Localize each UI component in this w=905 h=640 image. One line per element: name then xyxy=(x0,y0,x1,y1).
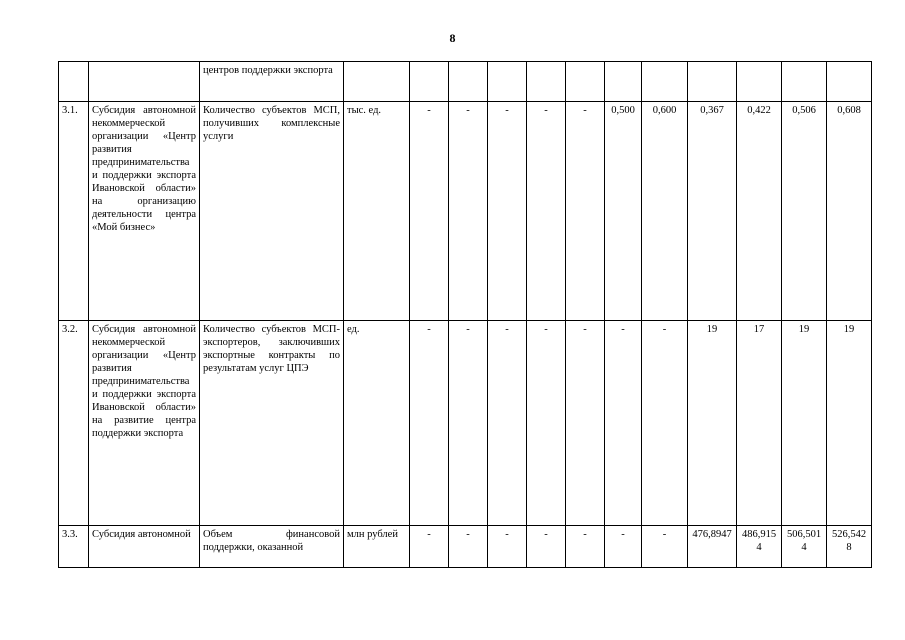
row-number: 3.2. xyxy=(59,321,89,526)
table-row xyxy=(59,526,872,568)
year-value: 0,608 xyxy=(827,102,872,321)
cell-no xyxy=(59,62,89,102)
year-value: - xyxy=(605,321,642,526)
year-value: 0,600 xyxy=(642,102,688,321)
cell-indicator: центров поддержки экспорта xyxy=(200,62,344,102)
cell-value xyxy=(737,62,782,102)
year-value: - xyxy=(449,526,488,568)
year-value: - xyxy=(566,321,605,526)
indicators-table xyxy=(58,61,872,568)
cell-value xyxy=(566,62,605,102)
row-number: 3.3. xyxy=(59,526,89,568)
cell-value xyxy=(410,62,449,102)
year-value: 486,9154 xyxy=(737,526,782,568)
table-row-continuation xyxy=(59,62,872,102)
year-value: - xyxy=(605,526,642,568)
cell-value xyxy=(488,62,527,102)
cell-value xyxy=(605,62,642,102)
year-value: - xyxy=(566,526,605,568)
year-value: 476,8947 xyxy=(688,526,737,568)
cell-measure xyxy=(89,62,200,102)
year-value: - xyxy=(527,526,566,568)
year-value: - xyxy=(488,526,527,568)
year-value: - xyxy=(566,102,605,321)
cell-value xyxy=(642,62,688,102)
unit-text: млн рублей xyxy=(344,526,410,568)
year-value: - xyxy=(410,526,449,568)
year-value: - xyxy=(449,321,488,526)
indicator-text: Количество субъектов МСП-экспортеров, заключивших экспортные контракты по результатам услуг ЦПЭ xyxy=(200,321,344,526)
indicator-text: Объем финансовой поддержки, оказанной xyxy=(200,526,344,568)
year-value: - xyxy=(527,321,566,526)
table-row xyxy=(59,321,872,526)
cell-value xyxy=(688,62,737,102)
cell-value xyxy=(449,62,488,102)
measure-text: Субсидия автономной некоммерческой организации «Центр развития предпринимательства и поддержки экспорта Ивановской области» на организацию деятельности центра «Мой бизнес» xyxy=(89,102,200,321)
year-value: - xyxy=(449,102,488,321)
year-value: 0,500 xyxy=(605,102,642,321)
unit-text: тыс. ед. xyxy=(344,102,410,321)
cell-value xyxy=(782,62,827,102)
row-number: 3.1. xyxy=(59,102,89,321)
year-value: - xyxy=(642,321,688,526)
year-value: - xyxy=(642,526,688,568)
year-value: - xyxy=(488,321,527,526)
measure-text: Субсидия автономной некоммерческой организации «Центр развития предпринимательства и поддержки экспорта Ивановской области» на развитие центра поддержки экспорта xyxy=(89,321,200,526)
year-value: 19 xyxy=(688,321,737,526)
year-value: 0,422 xyxy=(737,102,782,321)
year-value: - xyxy=(410,102,449,321)
page-number: 8 xyxy=(449,31,456,45)
year-value: - xyxy=(410,321,449,526)
indicator-text: Количество субъектов МСП, получивших комплексные услуги xyxy=(200,102,344,321)
unit-text: ед. xyxy=(344,321,410,526)
year-value: 0,367 xyxy=(688,102,737,321)
cell-unit xyxy=(344,62,410,102)
measure-text: Субсидия автономной xyxy=(89,526,200,568)
year-value: - xyxy=(488,102,527,321)
year-value: - xyxy=(527,102,566,321)
year-value: 19 xyxy=(827,321,872,526)
year-value: 19 xyxy=(782,321,827,526)
cell-value xyxy=(527,62,566,102)
year-value: 0,506 xyxy=(782,102,827,321)
year-value: 17 xyxy=(737,321,782,526)
table-row xyxy=(59,102,872,321)
cell-value xyxy=(827,62,872,102)
year-value: 506,5014 xyxy=(782,526,827,568)
year-value: 526,5428 xyxy=(827,526,872,568)
